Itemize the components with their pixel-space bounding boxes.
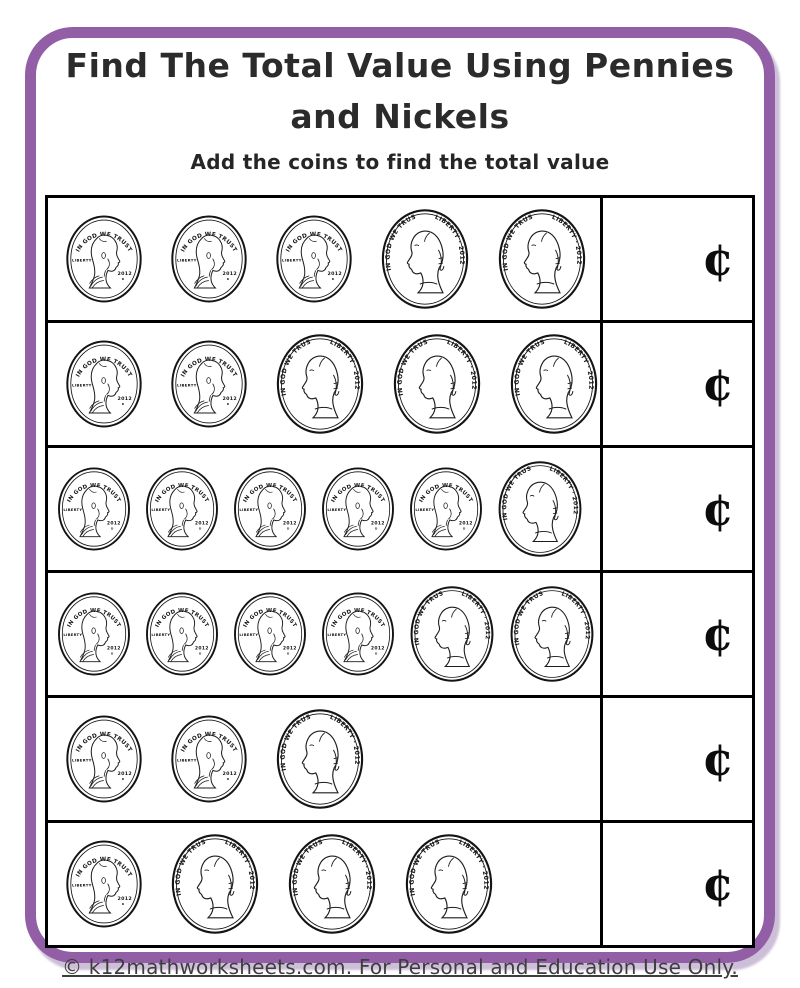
nickel-coin	[403, 834, 495, 934]
penny-coin	[232, 592, 308, 676]
answer-box	[600, 198, 752, 320]
answer-box	[600, 823, 752, 945]
coins-cell	[48, 198, 600, 320]
table-row	[48, 698, 752, 823]
answer-box	[600, 448, 752, 570]
page-subtitle: Add the coins to find the total value	[190, 150, 610, 175]
nickel-coin	[391, 334, 483, 434]
answer-box	[600, 698, 752, 820]
page-title: Find The Total Value Using Pennies and Nickels	[65, 46, 735, 137]
coins-cell	[48, 573, 600, 695]
nickel-coin	[508, 586, 596, 682]
penny-coin	[274, 215, 354, 303]
table-row	[48, 323, 752, 448]
penny-coin	[64, 840, 144, 928]
coins-cell	[48, 323, 600, 445]
nickel-coin	[169, 834, 261, 934]
nickel-coin	[496, 209, 588, 309]
answer-box	[600, 573, 752, 695]
nickel-coin	[496, 461, 584, 557]
nickel-coin	[379, 209, 471, 309]
answer-cent-symbol: ¢	[701, 357, 734, 412]
table-row	[48, 573, 752, 698]
footer-credit-link[interactable]: © k12mathworksheets.com. For Personal and Education Use Only.	[62, 955, 738, 980]
penny-coin	[64, 215, 144, 303]
penny-coin	[320, 467, 396, 551]
nickel-coin	[408, 586, 496, 682]
penny-coin	[169, 340, 249, 428]
table-row	[48, 198, 752, 323]
penny-coin	[408, 467, 484, 551]
worksheet-table	[45, 195, 755, 948]
penny-coin	[56, 592, 132, 676]
penny-coin	[320, 592, 396, 676]
penny-coin	[144, 467, 220, 551]
penny-coin	[169, 215, 249, 303]
answer-cent-symbol: ¢	[701, 607, 734, 662]
nickel-coin	[274, 709, 366, 809]
answer-cent-symbol: ¢	[701, 857, 734, 912]
penny-coin	[169, 715, 249, 803]
penny-coin	[56, 467, 132, 551]
coins-cell	[48, 698, 600, 820]
nickel-coin	[508, 334, 600, 434]
penny-coin	[64, 340, 144, 428]
nickel-coin	[274, 334, 366, 434]
answer-cent-symbol: ¢	[701, 232, 734, 287]
table-row	[48, 823, 752, 945]
answer-cent-symbol: ¢	[701, 732, 734, 787]
nickel-coin	[286, 834, 378, 934]
penny-coin	[232, 467, 308, 551]
coins-cell	[48, 448, 600, 570]
coins-cell	[48, 823, 600, 945]
answer-box	[600, 323, 752, 445]
answer-cent-symbol: ¢	[701, 482, 734, 537]
penny-coin	[64, 715, 144, 803]
footer	[0, 955, 800, 979]
table-row	[48, 448, 752, 573]
penny-coin	[144, 592, 220, 676]
